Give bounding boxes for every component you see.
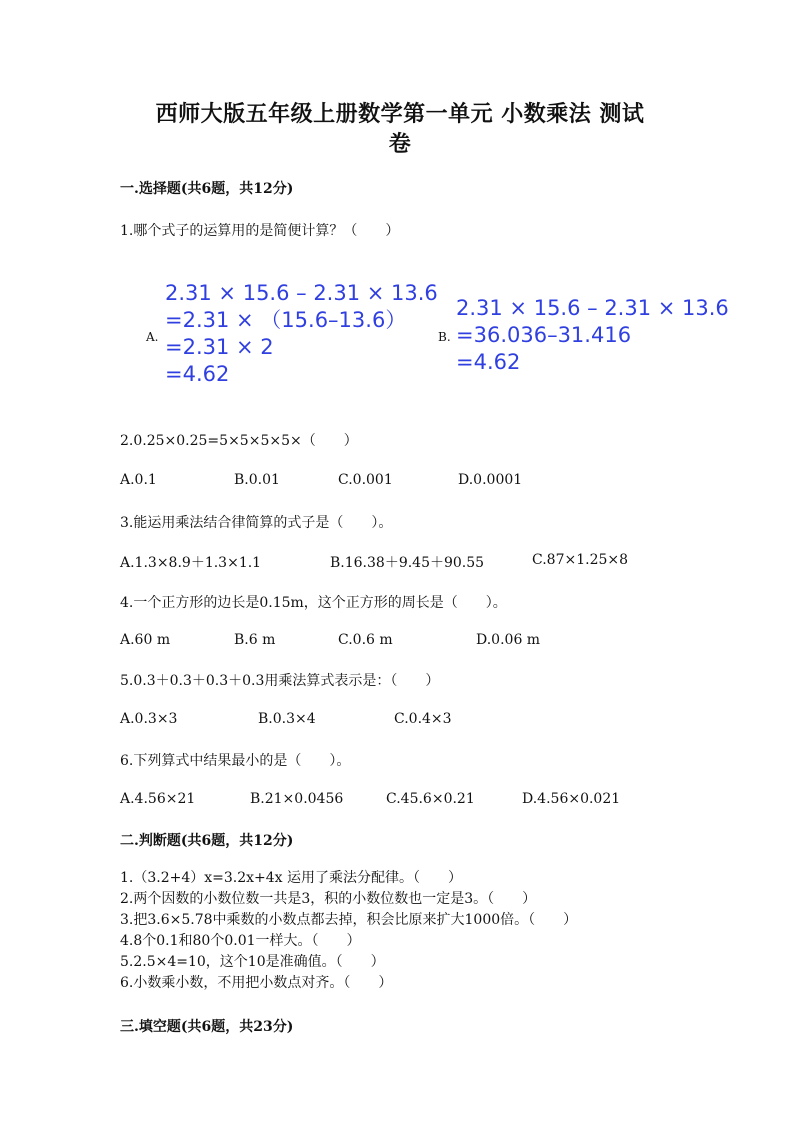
q1-a-line: =4.62 [165,362,230,386]
q2-option-d: D.0.0001 [458,472,523,488]
q5-option-b: B.0.3×4 [258,711,316,727]
judge-item-5: 5.2.5×4=10，这个10是准确值。（ ） [120,954,385,970]
section-heading-fill: 三.填空题(共6题，共23分) [120,1019,294,1035]
page-title-line2: 卷 [388,131,412,157]
q1-option-b-label: B. [438,330,451,344]
q2-option-c: C.0.001 [338,472,393,488]
judge-item-3: 3.把3.6×5.78中乘数的小数点都去掉，积会比原来扩大1000倍。（ ） [120,912,578,928]
q3-option-c: C.87×1.25×8 [532,552,629,568]
q4-option-b: B.6 m [234,632,276,648]
q3-options [120,552,720,572]
question-4: 4.一个正方形的边长是0.15m，这个正方形的周长是（ ）。 [120,595,507,611]
q2-option-b: B.0.01 [234,472,280,488]
q5-option-c: C.0.4×3 [394,711,452,727]
q2-option-a: A.0.1 [120,472,157,488]
judge-item-6: 6.小数乘小数，不用把小数点对齐。（ ） [120,975,393,991]
q6-option-b: B.21×0.0456 [250,791,344,807]
judge-list [120,868,577,994]
q1-b-line: =36.036–31.416 [456,323,632,347]
q1-b-line: =4.62 [456,350,521,374]
q1-a-line: 2.31 × 15.6 – 2.31 × 13.6 [165,281,438,305]
section-heading-choice: 一.选择题(共6题，共12分) [120,181,294,197]
judge-item-4: 4.8个0.1和80个0.01一样大。（ ） [120,933,361,949]
judge-item-2: 2.两个因数的小数位数一共是3，积的小数位数也一定是3。（ ） [120,891,537,907]
judge-item-1: 1.（3.2+4）x=3.2x+4x 运用了乘法分配律。（ ） [120,870,463,886]
question-3: 3.能运用乘法结合律简算的式子是（ ）。 [120,515,393,531]
q2-options [120,472,720,492]
q1-option-a-math [165,280,438,388]
q1-a-line: =2.31 × 2 [165,335,274,359]
q1-option-b-math [456,295,729,376]
q3-option-a: A.1.3×8.9＋1.3×1.1 [120,555,262,571]
section-heading-judge: 二.判断题(共6题，共12分) [120,833,294,849]
q6-option-c: C.45.6×0.21 [386,791,475,807]
question-1: 1.哪个式子的运算用的是简便计算？（ ） [120,223,400,239]
question-5: 5.0.3＋0.3＋0.3＋0.3用乘法算式表示是：（ ） [120,673,440,689]
question-2: 2.0.25×0.25=5×5×5×5×（ ） [120,433,358,449]
q1-b-line: 2.31 × 15.6 – 2.31 × 13.6 [456,296,729,320]
q5-options [120,711,720,731]
q1-a-line: =2.31 × （15.6–13.6） [165,308,407,332]
q1-option-a-label: A. [146,330,159,344]
q4-option-a: A.60 m [120,632,171,648]
q5-option-a: A.0.3×3 [120,711,178,727]
q4-option-c: C.0.6 m [338,632,393,648]
q4-options [120,632,720,652]
q3-option-b: B.16.38＋9.45＋90.55 [330,555,485,571]
q6-option-a: A.4.56×21 [120,791,196,807]
q6-option-d: D.4.56×0.021 [522,791,621,807]
question-6: 6.下列算式中结果最小的是（ ）。 [120,753,351,769]
q6-options [120,791,720,811]
page-title-line1: 西师大版五年级上册数学第一单元 小数乘法 测试 [155,101,645,127]
q4-option-d: D.0.06 m [476,632,541,648]
